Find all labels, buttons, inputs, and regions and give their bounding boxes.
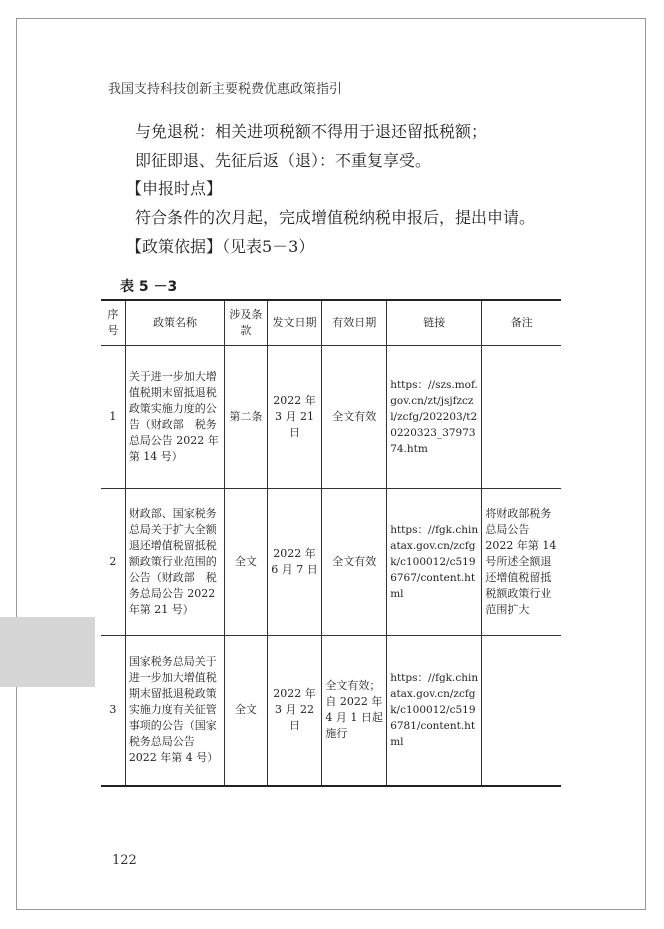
row-note: [482, 346, 561, 489]
row-effective: 全文有效: [322, 489, 387, 636]
header-effective: 有效日期: [322, 300, 387, 346]
row-seq: 1: [101, 346, 125, 489]
row-link[interactable]: https：//szs.mof.gov.cn/zt/jsjfzczl/zcfg/202203/t20220323_3797374.htm: [387, 346, 482, 489]
row-clause: 全文: [225, 636, 268, 786]
row-effective: 全文有效；自 2022 年 4 月 1 日起施行: [322, 636, 387, 786]
header-date: 发文日期: [267, 300, 322, 346]
header-link: 链接: [387, 300, 482, 346]
row-clause: 第二条: [225, 346, 268, 489]
row-link[interactable]: https：//fgk.chinatax.gov.cn/zcfgk/c100012/c5196767/content.html: [387, 489, 482, 636]
header-name: 政策名称: [125, 300, 224, 346]
row-seq: 2: [101, 489, 125, 636]
header-clause: 涉及条款: [225, 300, 268, 346]
running-head: 我国支持科技创新主要税费优惠政策指引: [108, 82, 343, 97]
declaration-text: 符合条件的次月起，完成增值税纳税申报后，提出申请。: [135, 208, 536, 227]
row-effective: 全文有效: [322, 346, 387, 489]
row-policy-name: 财政部、国家税务总局关于扩大全额退还增值税留抵税额政策行业范围的公告（财政部 税务总局公告 2022 年第 21 号）: [125, 489, 224, 636]
body-line-2: 即征即退、先征后返（退）：不重复享受。: [135, 151, 432, 170]
header-seq: 序号: [101, 300, 125, 346]
table-caption: 表 5 －3: [120, 279, 178, 295]
policy-table: [101, 299, 561, 787]
row-date: 2022 年 6 月 7 日: [267, 489, 322, 636]
row-note: [482, 636, 561, 786]
header-note: 备注: [482, 300, 561, 346]
row-note: 将财政部税务总局公告 2022 年第 14 号所述全额退还增值税留抵税额政策行业范围扩大: [482, 489, 561, 636]
row-link[interactable]: https：//fgk.chinatax.gov.cn/zcfgk/c100012/c5196781/content.html: [387, 636, 482, 786]
page-number: 122: [112, 853, 137, 868]
row-policy-name: 关于进一步加大增值税期末留抵退税政策实施力度的公告（财政部 税务总局公告 2022 年第 14 号）: [125, 346, 224, 489]
row-policy-name: 国家税务总局关于进一步加大增值税期末留抵退税政策实施力度有关征管事项的公告（国家税务总局公告 2022 年第 4 号）: [125, 636, 224, 786]
row-clause: 全文: [225, 489, 268, 636]
table-header-row: [101, 300, 561, 346]
table-row: [101, 346, 561, 489]
row-date: 2022 年 3 月 22 日: [267, 636, 322, 786]
row-seq: 3: [101, 636, 125, 786]
body-line-1: 与免退税：相关进项税额不得用于退还留抵税额；: [135, 122, 488, 141]
row-date: 2022 年 3 月 21 日: [267, 346, 322, 489]
margin-tab: [0, 617, 95, 687]
table-row: [101, 489, 561, 636]
basis-label: 【政策依据】（见表5－3）: [126, 237, 315, 256]
table-row: [101, 636, 561, 786]
declaration-label: 【申报时点】: [126, 179, 223, 198]
